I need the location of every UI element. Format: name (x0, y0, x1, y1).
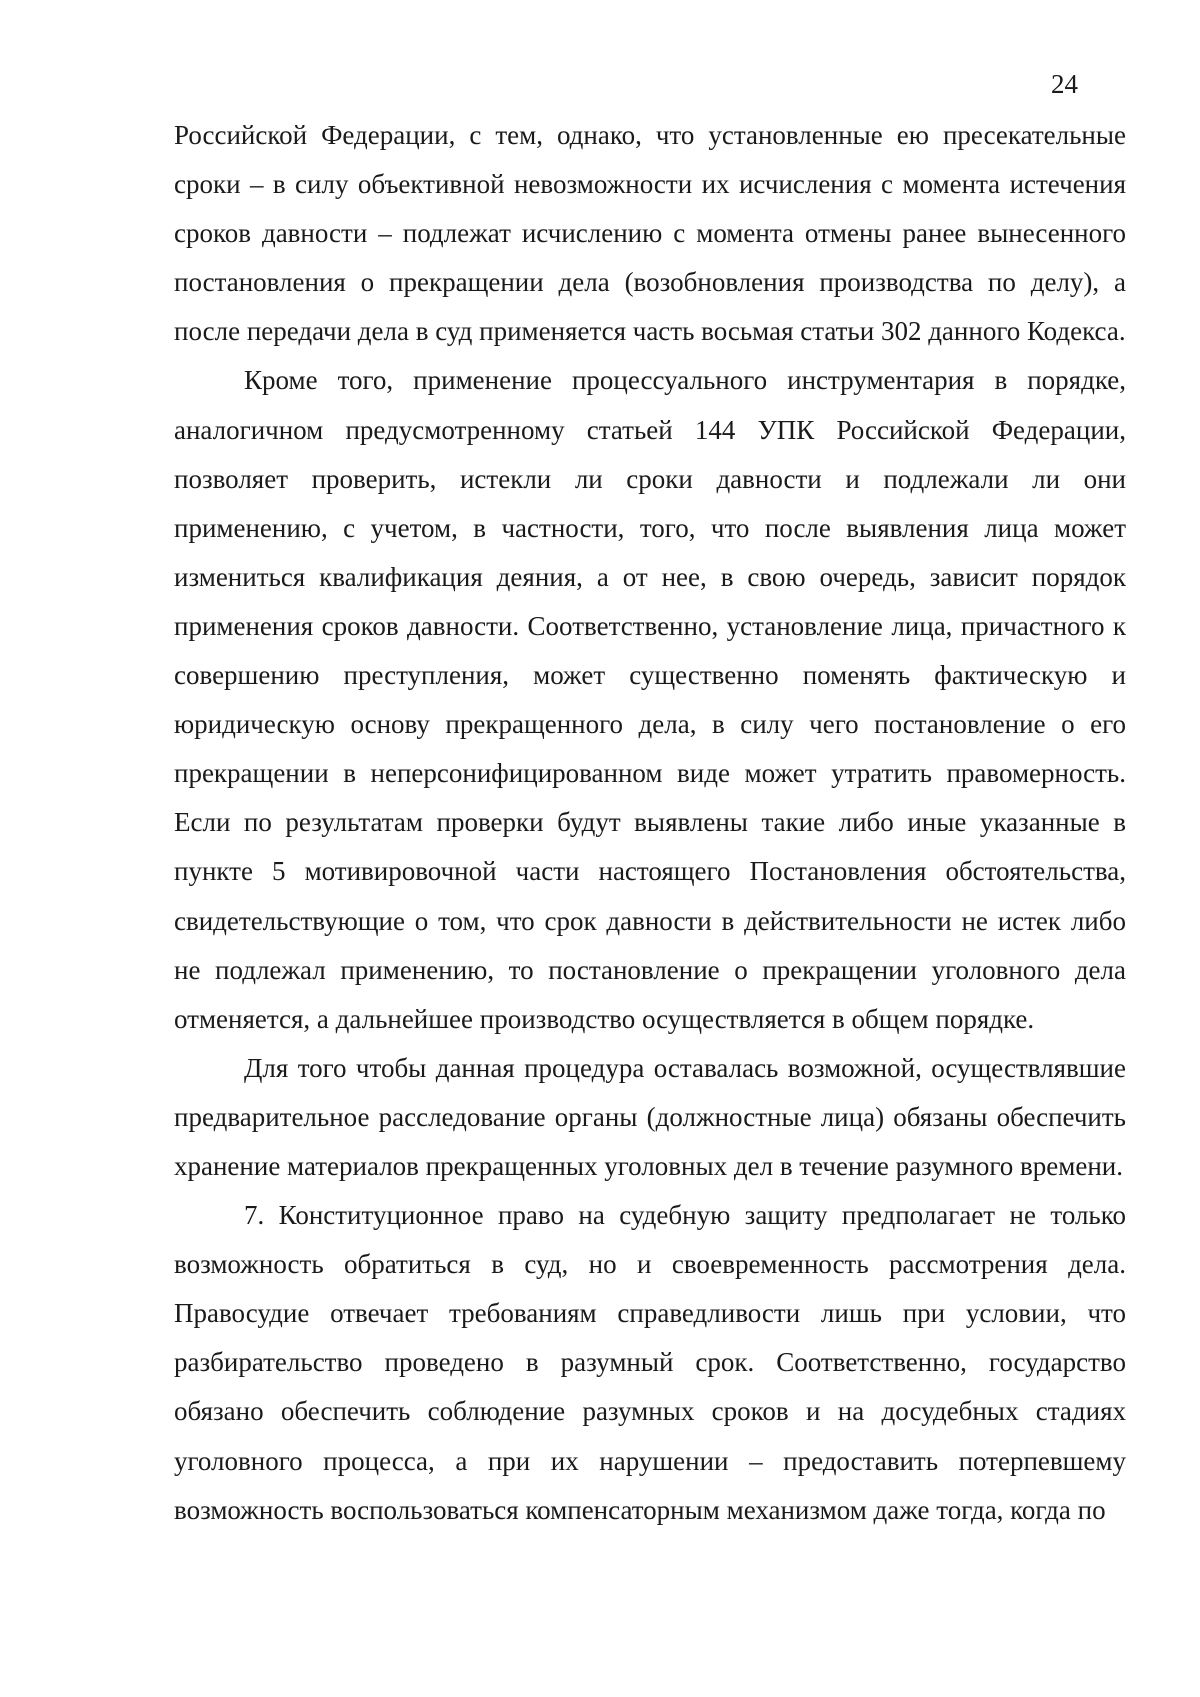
page-number: 24 (1051, 69, 1078, 99)
document-body (174, 111, 1126, 1535)
paragraph-point-7: 7. Конституционное право на судебную защиту предполагает не только возможность обратиться в суд, но и своевременность рассмотрения дела. Правосудие отвечает требованиям справедливости лишь при условии, что разбирательство проведено в разумный срок. Соответственно, государство обязано обеспечить соблюдение разумных сроков и на досудебных стадиях уголовного процесса, а при их нарушении – предоставить потерпевшему возможность воспользоваться компенсаторным механизмом даже тогда, когда по (174, 1200, 1126, 1525)
paragraph-continuation: Российской Федерации, с тем, однако, что установленные ею пресекательные сроки – в силу объективной невозможности их исчисления с момента истечения сроков давности – подлежат исчислению с момента отмены ранее вынесенного постановления о прекращении дела (возобновления производства по делу), а после передачи дела в суд применяется часть восьмая статьи 302 данного Кодекса. (174, 120, 1126, 347)
paragraph-procedural-toolkit: Кроме того, применение процессуального инструментария в порядке, аналогичном предусмотренному статьей 144 УПК Российской Федерации, позволяет проверить, истекли ли сроки давности и подлежали ли они применению, с учетом, в частности, того, что после выявления лица может измениться квалификация деяния, а от нее, в свою очередь, зависит порядок применения сроков давности. Соответственно, установление лица, причастного к совершению преступления, может существенно поменять фактическую и юридическую основу прекращенного дела, в силу чего постановление о его прекращении в неперсонифицированном виде может утратить правомерность. Если по результатам проверки будут выявлены такие либо иные указанные в пункте 5 мотивировочной части настоящего Постановления обстоятельства, свидетельствующие о том, что срок давности в действительности не истек либо не подлежал применению, то постановление о прекращении уголовного дела отменяется, а дальнейшее производство осуществляется в общем порядке. (174, 365, 1126, 1034)
paragraph-storage-obligation: Для того чтобы данная процедура оставалась возможной, осуществлявшие предварительное расследование органы (должностные лица) обязаны обеспечить хранение материалов прекращенных уголовных дел в течение разумного времени. (174, 1052, 1126, 1181)
